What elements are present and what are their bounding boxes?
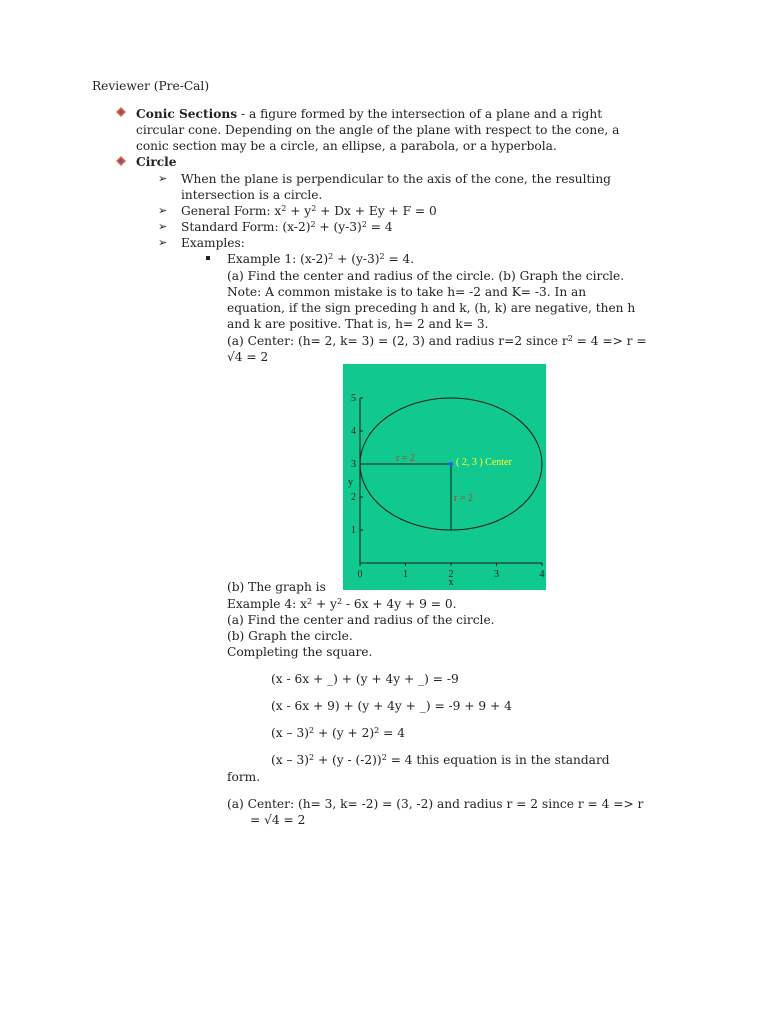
examples-label: Examples: [181, 236, 245, 250]
exponent: 2 [311, 204, 317, 213]
vertical-radius-label: r = 2 [454, 493, 473, 504]
hand-pointer-icon [115, 106, 127, 118]
exponent: 2 [307, 597, 313, 606]
example4-text: + y [312, 597, 337, 611]
circle-graph-svg [343, 364, 546, 590]
example1-text: Example 1: (x-2) [227, 252, 329, 266]
step3-text: = 4 [379, 726, 405, 740]
circle-point1-line2: intersection is a circle. [181, 188, 323, 202]
y-axis-label: y [348, 477, 353, 488]
example1-text: = 4. [384, 252, 415, 266]
general-form [181, 203, 437, 219]
example4-answer-line1: (a) Center: (h= 3, k= -2) = (3, -2) and radius r = 2 since r = 4 => r [227, 797, 644, 811]
exponent: 2 [328, 252, 334, 261]
example1-answer-line2: √4 = 2 [227, 350, 269, 364]
exponent: 2 [374, 726, 380, 735]
step4-text: + (y - (-2)) [314, 753, 382, 767]
exponent: 2 [310, 220, 316, 229]
general-form-text: + y [286, 204, 312, 218]
general-form-text: General Form: x [181, 204, 282, 218]
circle-graph [343, 364, 546, 590]
example4-equation [227, 596, 456, 612]
x-tick-label: 2 [448, 569, 454, 580]
conic-definition-line3: conic section may be a circle, an ellipse, a parabola, or a hyperbola. [136, 139, 557, 153]
standard-form-text: + (y-3) [315, 220, 362, 234]
example4-text: Example 4: x [227, 597, 307, 611]
conic-term: Conic Sections [136, 107, 238, 121]
exponent: 2 [308, 726, 315, 735]
step4-text: = 4 this equation is in the standard [386, 753, 610, 767]
completing-step2: (x - 6x + 9) + (y + 4y + _) = -9 + 9 + 4 [271, 699, 512, 713]
step4-text: (x – 3) [271, 753, 309, 767]
example1-answer-line1 [227, 333, 647, 349]
standard-form-text: Standard Form: (x-2) [181, 220, 311, 234]
y-tick-label: 1 [351, 525, 356, 536]
circle-point1-line1: When the plane is perpendicular to the axis of the cone, the resulting [181, 172, 611, 186]
example1-text: + (y-3) [333, 252, 380, 266]
completing-step1: (x - 6x + _) + (y + 4y + _) = -9 [271, 672, 459, 686]
example4-text: - 6x + 4y + 9 = 0. [342, 597, 457, 611]
x-tick-label: 1 [403, 569, 408, 580]
horizontal-radius-label: r = 2 [396, 453, 415, 464]
completing-step4-line2: form. [227, 770, 261, 784]
conic-definition-line2: circular cone. Depending on the angle of the plane with respect to the cone, a [136, 123, 620, 137]
y-tick-label: 3 [351, 459, 356, 470]
completing-step3 [271, 725, 405, 741]
graph-caption: (b) The graph is [227, 580, 326, 594]
x-axis-label: x [448, 577, 454, 588]
exponent: 2 [336, 597, 343, 606]
document-title: Reviewer (Pre-Cal) [92, 79, 210, 93]
y-tick-label: 2 [351, 492, 356, 503]
exponent: 2 [379, 252, 385, 261]
exponent: 2 [281, 204, 287, 213]
arrow-bullet-icon: ➢ [158, 236, 168, 249]
example1-answer-text: (a) Center: (h= 2, k= 3) = (2, 3) and radius r=2 since r [227, 334, 568, 348]
example4-task-b: (b) Graph the circle. [227, 629, 353, 643]
square-bullet-icon [206, 256, 210, 260]
center-label: ( 2, 3 ) Center [456, 457, 512, 468]
general-form-text: + Dx + Ey + F = 0 [316, 204, 437, 218]
example1-note-line2: equation, if the sign preceding h and k, (h, k) are negative, then h [227, 301, 636, 315]
example1-task: (a) Find the center and radius of the circle. (b) Graph the circle. [227, 269, 625, 283]
conic-definition-line1 [136, 106, 602, 122]
arrow-bullet-icon: ➢ [158, 220, 168, 233]
standard-form [181, 219, 393, 235]
y-tick-label: 5 [351, 393, 356, 404]
completing-step4 [271, 752, 610, 768]
arrow-bullet-icon: ➢ [158, 204, 168, 217]
example1-answer-text: = 4 => r = [572, 334, 647, 348]
example4-answer-line2: = √4 = 2 [250, 813, 306, 827]
step3-text: (x – 3) [271, 726, 309, 740]
x-tick-label: 3 [494, 569, 499, 580]
exponent: 2 [361, 220, 367, 229]
standard-form-text: = 4 [366, 220, 393, 234]
y-tick-label: 4 [351, 426, 356, 437]
example4-task-a: (a) Find the center and radius of the circle. [227, 613, 495, 627]
step3-text: + (y + 2) [314, 726, 375, 740]
arrow-bullet-icon: ➢ [158, 172, 168, 185]
exponent: 2 [567, 334, 573, 343]
center-point [449, 462, 453, 466]
exponent: 2 [381, 753, 387, 762]
example1-note-line1: Note: A common mistake is to take h= -2 and K= -3. In an [227, 285, 587, 299]
hand-pointer-icon [115, 155, 127, 167]
circle-heading: Circle [136, 155, 177, 169]
exponent: 2 [308, 753, 315, 762]
example1-note-line3: and k are positive. That is, h= 2 and k= 3. [227, 317, 489, 331]
x-tick-label: 0 [357, 569, 363, 580]
completing-square-label: Completing the square. [227, 645, 373, 659]
example1-equation [227, 251, 414, 267]
x-tick-label: 4 [539, 569, 545, 580]
conic-definition-text: - a figure formed by the intersection of a plane and a right [237, 107, 603, 121]
